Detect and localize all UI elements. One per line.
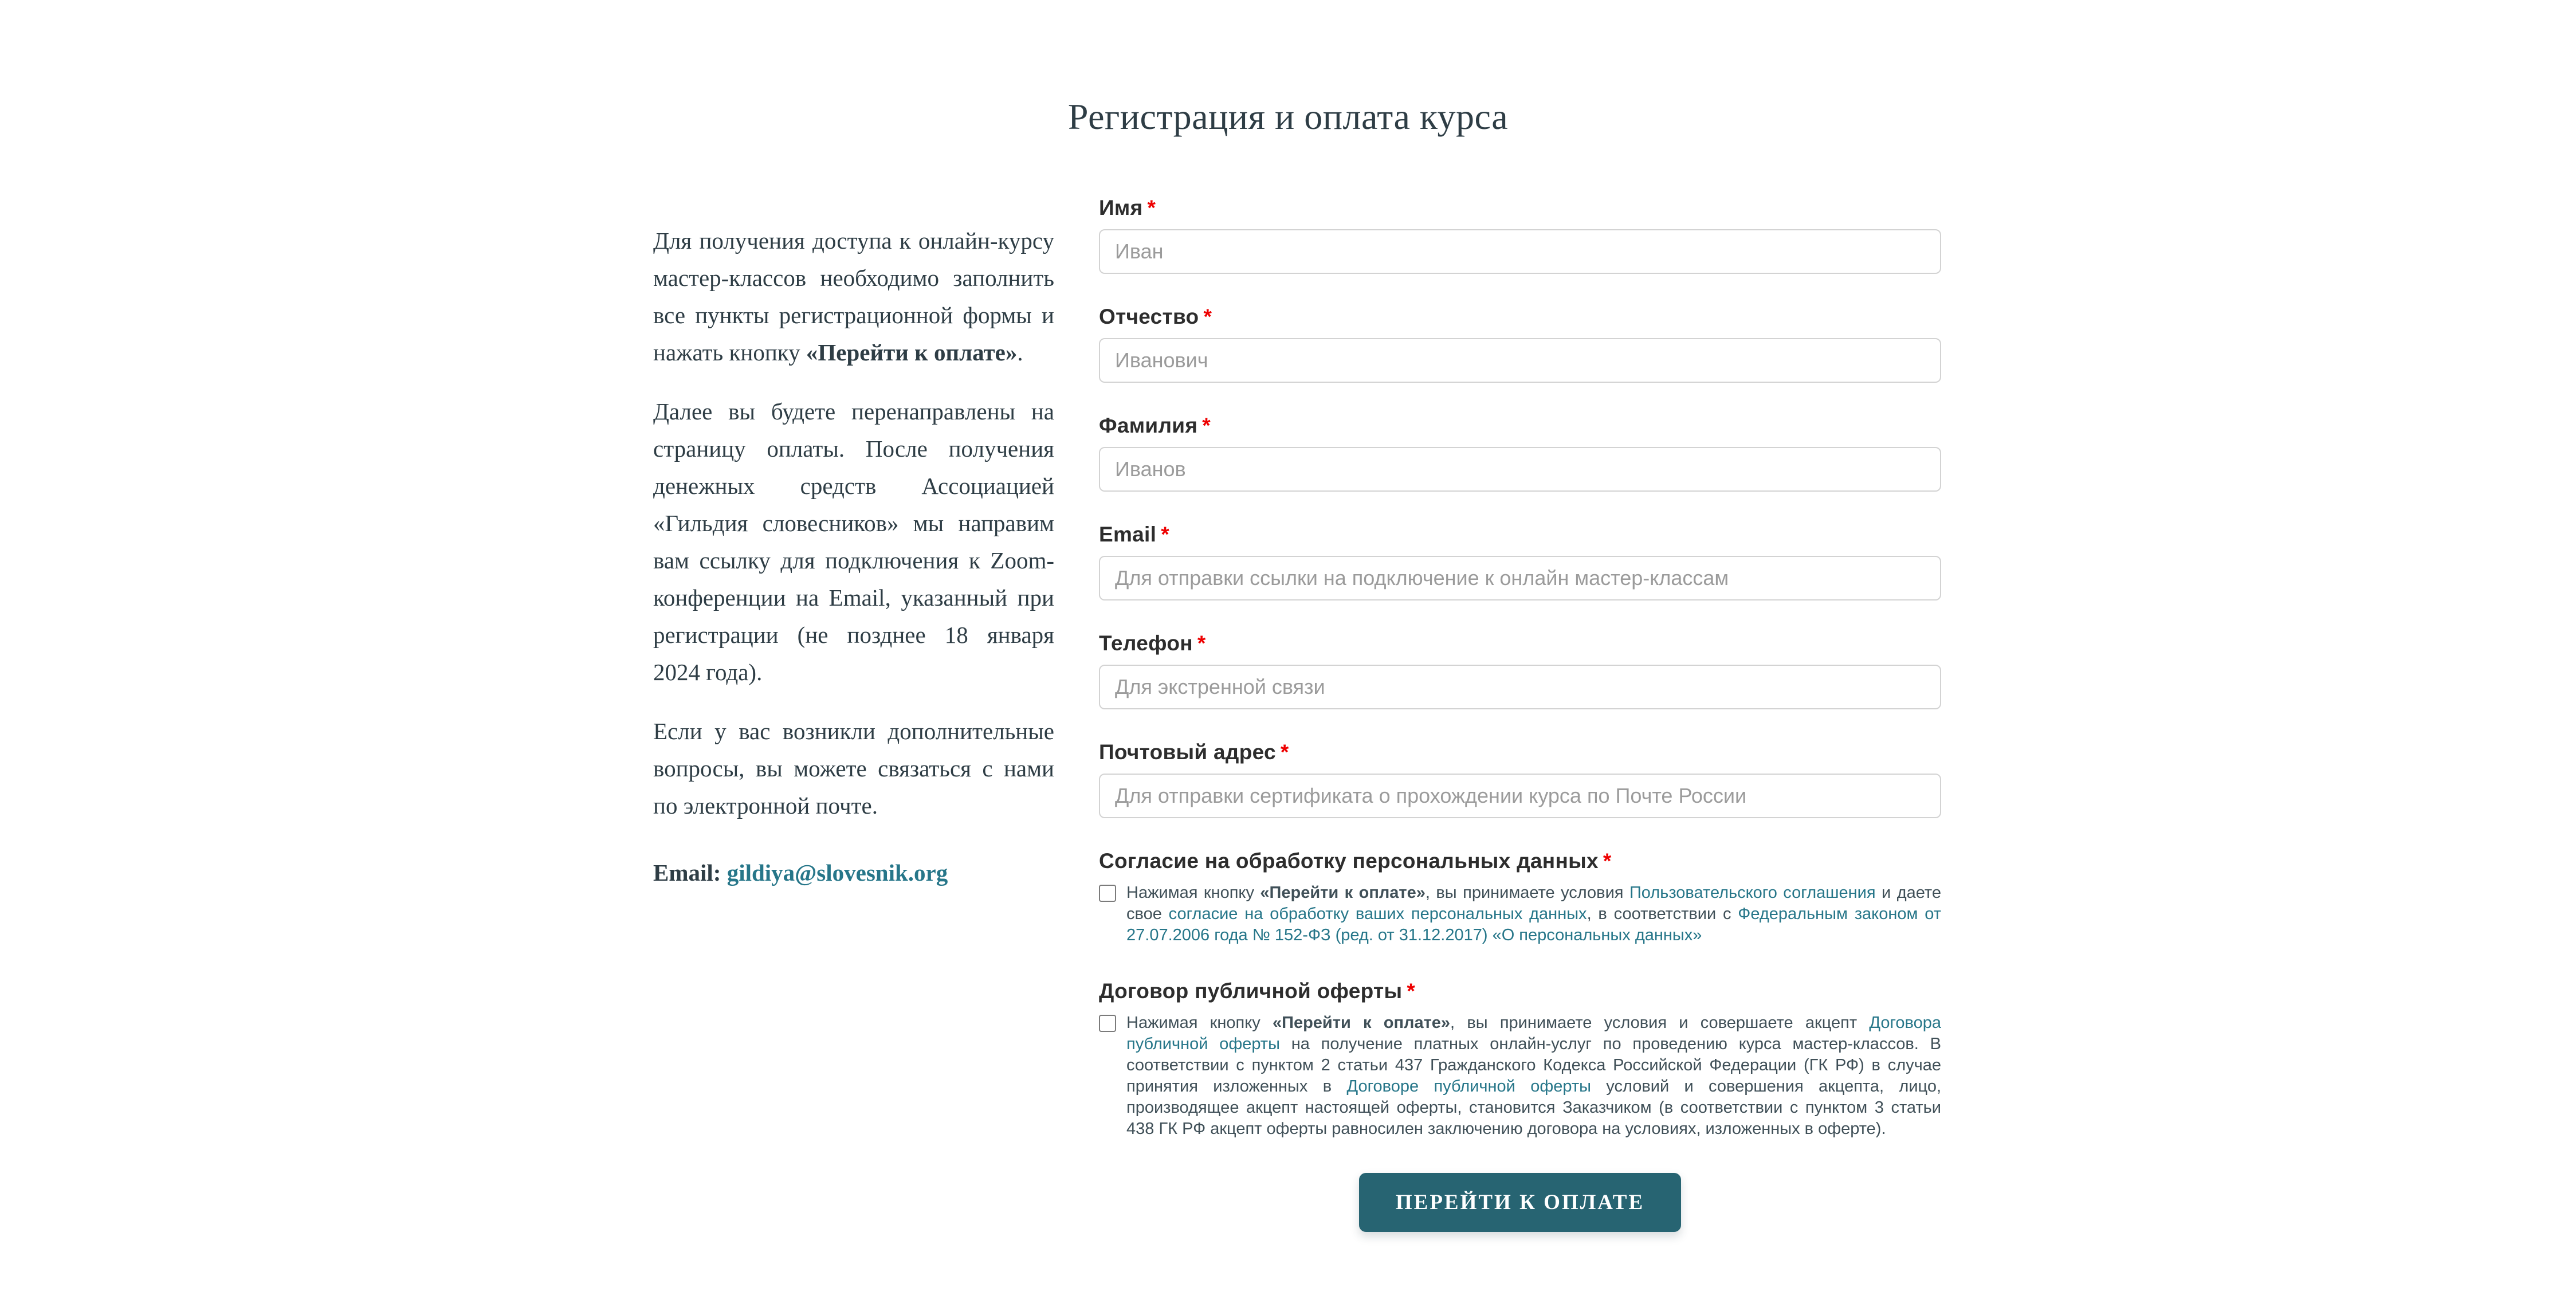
content-columns bbox=[653, 196, 1941, 1232]
public-offer-consent-text bbox=[1126, 1012, 1941, 1140]
inline-link[interactable]: Пользовательского соглашения bbox=[1629, 884, 1876, 902]
phone-label: Телефон * bbox=[1099, 631, 1206, 655]
public-offer-consent-section bbox=[1099, 979, 1941, 1140]
submit-row bbox=[1099, 1173, 1941, 1232]
inline-text: и даете свое bbox=[1126, 884, 1941, 923]
middle-name-field bbox=[1099, 305, 1941, 383]
intro-paragraph-1 bbox=[653, 222, 1054, 371]
public-offer-consent-label: Договор публичной оферты * bbox=[1099, 979, 1416, 1003]
inline-text: Для получения доступа к онлайн-курсу мастер-классов необходимо заполнить все пункты регистрационной формы и нажать кнопку bbox=[653, 227, 1054, 366]
inline-bold-text: «Перейти к оплате» bbox=[1260, 884, 1426, 902]
first-name-input[interactable] bbox=[1099, 229, 1941, 274]
personal-data-consent-text bbox=[1126, 882, 1941, 946]
required-asterisk: * bbox=[1203, 305, 1212, 328]
email-field bbox=[1099, 523, 1941, 600]
last-name-label: Фамилия * bbox=[1099, 414, 1211, 437]
intro-paragraph-3 bbox=[653, 713, 1054, 825]
inline-bold-text: «Перейти к оплате» bbox=[1272, 1014, 1451, 1032]
intro-text bbox=[653, 222, 1054, 1232]
public-offer-consent-checkbox[interactable] bbox=[1099, 1015, 1116, 1032]
inline-link[interactable]: Договоре публичной оферты bbox=[1346, 1077, 1591, 1096]
inline-text: условий и совершения акцепта, лицо, производящее акцепт настоящей оферты, становится Заказчиком (в соответствии с пунктом 3 статьи 438 ГК РФ акцепт оферты равносилен заключению договора на условиях, изложенных в оферте). bbox=[1126, 1077, 1942, 1138]
inline-text: Нажимая кнопку bbox=[1126, 884, 1260, 902]
required-asterisk: * bbox=[1161, 523, 1169, 546]
first-name-label: Имя * bbox=[1099, 196, 1156, 219]
email-field-label: Email * bbox=[1099, 523, 1169, 546]
required-asterisk: * bbox=[1280, 740, 1289, 764]
required-asterisk: * bbox=[1197, 631, 1206, 655]
inline-text: на получение платных онлайн-услуг по проведению курса мастер-классов. В соответствии с пунктом 2 статьи 437 Гражданского Кодекса Российской Федерации (ГК РФ) в случае принятия изложенных в bbox=[1126, 1035, 1941, 1096]
last-name-field bbox=[1099, 414, 1941, 492]
personal-data-consent-label: Согласие на обработку персональных данных * bbox=[1099, 849, 1612, 873]
postal-address-label: Почтовый адрес * bbox=[1099, 740, 1289, 764]
required-asterisk: * bbox=[1147, 196, 1156, 219]
registration-form bbox=[1099, 196, 1941, 1232]
inline-text: , вы принимаете условия bbox=[1425, 884, 1629, 902]
postal-address-field bbox=[1099, 740, 1941, 818]
inline-link[interactable]: Федеральным законом от 27.07.2006 года № 152-ФЗ (ред. от 31.12.2017) «О персональных данных» bbox=[1126, 905, 1941, 944]
inline-text: Далее вы будете перенаправлены на страницу оплаты. После получения денежных средств Ассоциацией «Гильдия словесников» мы направим вам ссылку для подключения к Zoom-конференции на Email, указанный при регистрации (не позднее 18 января 2024 года). bbox=[653, 398, 1054, 685]
required-asterisk: * bbox=[1603, 849, 1612, 873]
postal-address-input[interactable] bbox=[1099, 774, 1941, 818]
inline-text: , вы принимаете условия и совершаете акцепт bbox=[1450, 1014, 1870, 1032]
email-input[interactable] bbox=[1099, 556, 1941, 600]
intro-paragraph-2 bbox=[653, 393, 1054, 691]
email-label: Email: bbox=[653, 859, 721, 886]
inline-link[interactable]: Договора публичной оферты bbox=[1126, 1014, 1941, 1053]
inline-bold-text: «Перейти к оплате» bbox=[806, 339, 1018, 366]
last-name-input[interactable] bbox=[1099, 447, 1941, 492]
personal-data-consent-row bbox=[1099, 882, 1941, 946]
phone-input[interactable] bbox=[1099, 665, 1941, 709]
middle-name-label: Отчество * bbox=[1099, 305, 1212, 328]
first-name-field bbox=[1099, 196, 1941, 274]
go-to-payment-button[interactable]: ПЕРЕЙТИ К ОПЛАТЕ bbox=[1359, 1173, 1681, 1232]
phone-field bbox=[1099, 631, 1941, 709]
public-offer-consent-row bbox=[1099, 1012, 1941, 1140]
page-title: Регистрация и оплата курса bbox=[1067, 96, 1509, 137]
inline-text: Нажимая кнопку bbox=[1126, 1014, 1273, 1032]
personal-data-consent-checkbox[interactable] bbox=[1099, 885, 1116, 902]
required-asterisk: * bbox=[1202, 414, 1211, 437]
personal-data-consent-section bbox=[1099, 849, 1941, 946]
inline-text: , в соответствии с bbox=[1587, 905, 1738, 923]
email-link[interactable]: gildiya@slovesnik.org bbox=[727, 859, 948, 886]
email-line bbox=[653, 854, 1054, 892]
middle-name-input[interactable] bbox=[1099, 338, 1941, 383]
inline-link[interactable]: согласие на обработку ваших персональных данных bbox=[1168, 905, 1587, 923]
inline-text: . bbox=[1017, 339, 1023, 366]
inline-text: Если у вас возникли дополнительные вопросы, вы можете связаться с нами по электронной почте. bbox=[653, 718, 1054, 819]
required-asterisk: * bbox=[1407, 979, 1416, 1003]
